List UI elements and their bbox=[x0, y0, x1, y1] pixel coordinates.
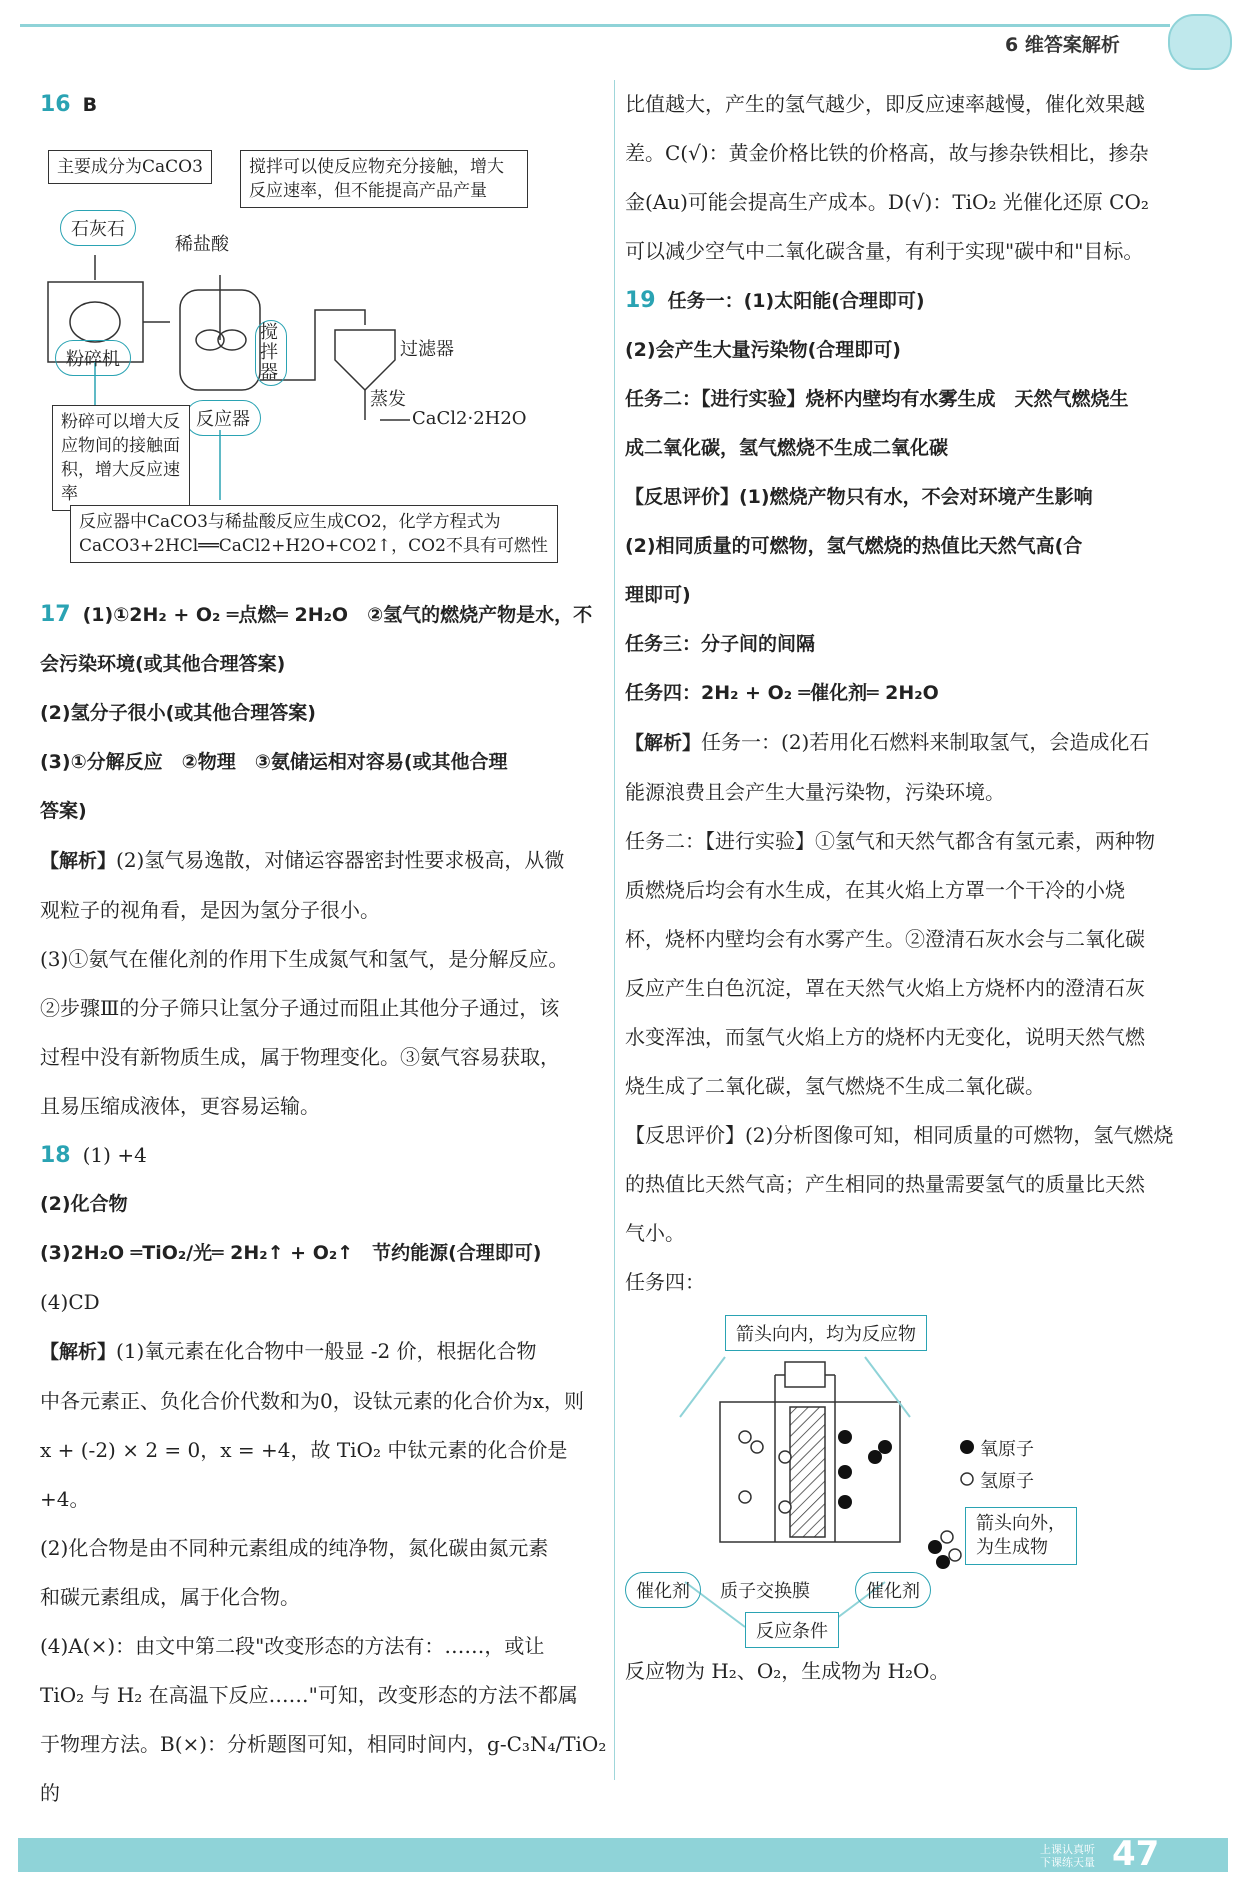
q19-line6: (2)相同质量的可燃物，氢气燃烧的热值比天然气高(合 bbox=[625, 535, 1083, 557]
h-atom bbox=[949, 1549, 961, 1561]
q16-flow-diagram bbox=[40, 130, 610, 590]
header-rule bbox=[20, 24, 1170, 27]
q18-line4: (4)CD bbox=[40, 1290, 100, 1314]
flow-reactor-note: 反应器中CaCO3与稀盐酸反应生成CO2，化学方程式为CaCO3+2HCl══CaCl2+H2O+CO2↑，CO2不具有可燃性 bbox=[70, 505, 558, 563]
q19-analysis-11: 气小。 bbox=[625, 1221, 685, 1245]
column-divider bbox=[614, 80, 615, 1780]
q19-line5: 【反思评价】(1)燃烧产物只有水，不会对环境产生影响 bbox=[625, 486, 1093, 508]
h-atom bbox=[751, 1441, 763, 1453]
q18-analysis-2: 中各元素正、负化合价代数和为0，设钛元素的化合价为x，则 bbox=[40, 1389, 585, 1413]
legend-o-dot bbox=[960, 1440, 974, 1454]
q19-analysis-1: 【解析】任务一：(2)若用化石燃料来制取氢气，会造成化石 bbox=[625, 730, 1150, 754]
h-atom bbox=[779, 1451, 791, 1463]
q18-analysis-5: 和碳元素组成，属于化合物。 bbox=[40, 1585, 300, 1609]
o-atom bbox=[878, 1440, 892, 1454]
q17-line3: (2)氢分子很小(或其他合理答案) bbox=[40, 702, 316, 724]
q18-analysis-r4: 可以减少空气中二氧化碳含量，有利于实现"碳中和"目标。 bbox=[625, 239, 1144, 263]
stirrer-blade-right bbox=[218, 330, 246, 350]
o-atom bbox=[838, 1495, 852, 1509]
q19-analysis-7: 水变浑浊，而氢气火焰上方的烧杯内无变化，说明天然气燃 bbox=[625, 1025, 1145, 1049]
q17-line5: 答案) bbox=[40, 800, 87, 822]
fuel-cell-diagram bbox=[625, 1307, 1185, 1647]
page-header bbox=[0, 0, 1250, 70]
flow-filter: 过滤器 bbox=[400, 339, 454, 360]
footer-slogan: 上课认真听 下课练天量 bbox=[1040, 1843, 1095, 1869]
right-column bbox=[625, 80, 1185, 1696]
h-atom bbox=[941, 1531, 953, 1543]
q17-line4: (3)①分解反应 ②物理 ③氨储运相对容易(或其他合理 bbox=[40, 751, 508, 773]
o-atom bbox=[928, 1540, 942, 1554]
q18-analysis-r3: 金(Au)可能会提高生产成本。D(√)：TiO₂ 光催化还原 CO₂ bbox=[625, 190, 1149, 214]
q18-line3: (3)2H₂O ═TiO₂/光═ 2H₂↑ + O₂↑ 节约能源(合理即可) bbox=[40, 1242, 542, 1264]
h-atom bbox=[779, 1501, 791, 1513]
q19-line8: 任务三：分子间的间隔 bbox=[625, 633, 816, 655]
q17-analysis-6: 且易压缩成液体，更容易运输。 bbox=[40, 1094, 320, 1118]
external-load bbox=[785, 1362, 825, 1387]
q18-analysis-1: 【解析】(1)氧元素在化合物中一般显 -2 价，根据化合物 bbox=[40, 1339, 537, 1363]
q17-analysis-1: 【解析】(2)氢气易逸散，对储运容器密封性要求极高，从微 bbox=[40, 848, 565, 872]
q19-analysis-12: 任务四： bbox=[625, 1270, 705, 1294]
q19-line9: 任务四：2H₂ + O₂ ═催化剂═ 2H₂O bbox=[625, 682, 939, 704]
q19-analysis-10: 的热值比天然气高；产生相同的热量需要氢气的质量比天然 bbox=[625, 1172, 1145, 1196]
q19-line1: 19 任务一：(1)太阳能(合理即可) bbox=[625, 288, 925, 313]
crusher-wheel bbox=[70, 302, 120, 342]
q16-answer: 16 B bbox=[40, 92, 98, 117]
filter-funnel bbox=[335, 330, 395, 390]
q19-analysis-6: 反应产生白色沉淀，罩在天然气火焰上方烧杯内的澄清石灰 bbox=[625, 976, 1145, 1000]
arrow-link-right bbox=[865, 1357, 910, 1417]
mascot-icon bbox=[1168, 14, 1232, 70]
left-column bbox=[40, 80, 610, 1818]
legend-h-dot bbox=[961, 1473, 973, 1485]
flow-crusher: 粉碎机 bbox=[55, 340, 131, 376]
flow-hcl: 稀盐酸 bbox=[175, 234, 229, 255]
q18-line1: 18 (1) +4 bbox=[40, 1143, 147, 1168]
flow-main-component: 主要成分为CaCO3 bbox=[48, 150, 212, 184]
q19-line3: 任务二：【进行实验】烧杯内壁均有水雾生成 天然气燃烧生 bbox=[625, 388, 1129, 410]
q17-analysis-5: 过程中没有新物质生成，属于物理变化。③氨气容易获取， bbox=[40, 1045, 560, 1069]
dia-arrow-in: 箭头向内，均为反应物 bbox=[725, 1315, 927, 1351]
q17-analysis-4: ②步骤Ⅲ的分子筛只让氢分子通过而阻止其他分子通过，该 bbox=[40, 996, 560, 1020]
q17-analysis-3: (3)①氨气在催化剂的作用下生成氮气和氢气，是分解反应。 bbox=[40, 947, 569, 971]
dia-condition: 反应条件 bbox=[745, 1612, 839, 1648]
dia-membrane: 质子交换膜 bbox=[720, 1581, 810, 1602]
dia-caption: 反应物为 H₂、O₂，生成物为 H₂O。 bbox=[625, 1659, 950, 1683]
h-atom bbox=[739, 1431, 751, 1443]
legend-oxygen: 氧原子 bbox=[980, 1439, 1034, 1460]
legend-hydrogen: 氢原子 bbox=[980, 1471, 1034, 1492]
membrane-hatch bbox=[790, 1407, 825, 1537]
q18-analysis-r1: 比值越大，产生的氢气越少，即反应速率越慢，催化效果越 bbox=[625, 92, 1145, 116]
dia-catalyst-left: 催化剂 bbox=[625, 1572, 701, 1608]
dia-arrow-out: 箭头向外，为生成物 bbox=[965, 1507, 1077, 1565]
q19-line4: 成二氧化碳，氢气燃烧不生成二氧化碳 bbox=[625, 437, 949, 459]
flow-crush-note: 粉碎可以增大反应物间的接触面积，增大反应速率 bbox=[52, 405, 190, 511]
q19-analysis-4: 质燃烧后均会有水生成，在其火焰上方罩一个干冷的小烧 bbox=[625, 878, 1125, 902]
q18-analysis-8: 于物理方法。B(×)：分析题图可知，相同时间内，g-C₃N₄/TiO₂ 的 bbox=[40, 1732, 607, 1805]
q17-analysis-2: 观粒子的视角看，是因为氢分子很小。 bbox=[40, 898, 380, 922]
dia-catalyst-right: 催化剂 bbox=[855, 1572, 931, 1608]
flow-limestone: 石灰石 bbox=[60, 210, 136, 246]
q17-line2: 会污染环境(或其他合理答案) bbox=[40, 653, 286, 675]
flow-stir-note: 搅拌可以使反应物充分接触，增大反应速率，但不能提高产品产量 bbox=[240, 150, 528, 208]
o-atom bbox=[868, 1450, 882, 1464]
flow-evap: 蒸发 bbox=[370, 389, 406, 410]
flow-stirrer: 搅拌器 bbox=[255, 320, 287, 386]
page-number: 47 bbox=[1112, 1834, 1160, 1874]
q19-line7: 理即可) bbox=[625, 584, 691, 606]
flow-product: CaCl2·2H2O bbox=[412, 408, 527, 429]
flow-reactor: 反应器 bbox=[185, 400, 261, 436]
q19-line2: (2)会产生大量污染物(合理即可) bbox=[625, 339, 901, 361]
q18-analysis-4: (2)化合物是由不同种元素组成的纯净物，氮化碳由氮元素 bbox=[40, 1536, 549, 1560]
q18-analysis-3: x + (-2) × 2 = 0，x = +4，故 TiO₂ 中钛元素的化合价是 +4。 bbox=[40, 1438, 568, 1511]
q19-analysis-5: 杯，烧杯内壁均会有水雾产生。②澄清石灰水会与二氧化碳 bbox=[625, 927, 1145, 951]
header-title: 6 维答案解析 bbox=[1005, 34, 1120, 56]
arrow-link-left bbox=[680, 1357, 725, 1417]
q18-analysis-r2: 差。C(√)：黄金价格比铁的价格高，故与掺杂铁相比，掺杂 bbox=[625, 141, 1149, 165]
q19-analysis-8: 烧生成了二氧化碳，氢气燃烧不生成二氧化碳。 bbox=[625, 1074, 1045, 1098]
q19-analysis-3: 任务二：【进行实验】①氢气和天然气都含有氢元素，两种物 bbox=[625, 829, 1155, 853]
q18-analysis-6: (4)A(×)：由文中第二段"改变形态的方法有：……，或让 bbox=[40, 1634, 545, 1658]
o-atom bbox=[838, 1430, 852, 1444]
o-atom bbox=[936, 1555, 950, 1569]
q18-line2: (2)化合物 bbox=[40, 1193, 128, 1215]
q17-line1: 17 (1)①2H₂ + O₂ ═点燃═ 2H₂O ②氢气的燃烧产物是水，不 bbox=[40, 602, 593, 627]
h-atom bbox=[739, 1491, 751, 1503]
q19-analysis-2: 能源浪费且会产生大量污染物，污染环境。 bbox=[625, 780, 1005, 804]
q18-analysis-7: TiO₂ 与 H₂ 在高温下反应……"可知，改变形态的方法不都属 bbox=[40, 1683, 578, 1707]
q19-analysis-9: 【反思评价】(2)分析图像可知，相同质量的可燃物，氢气燃烧 bbox=[625, 1123, 1174, 1147]
o-atom bbox=[838, 1465, 852, 1479]
